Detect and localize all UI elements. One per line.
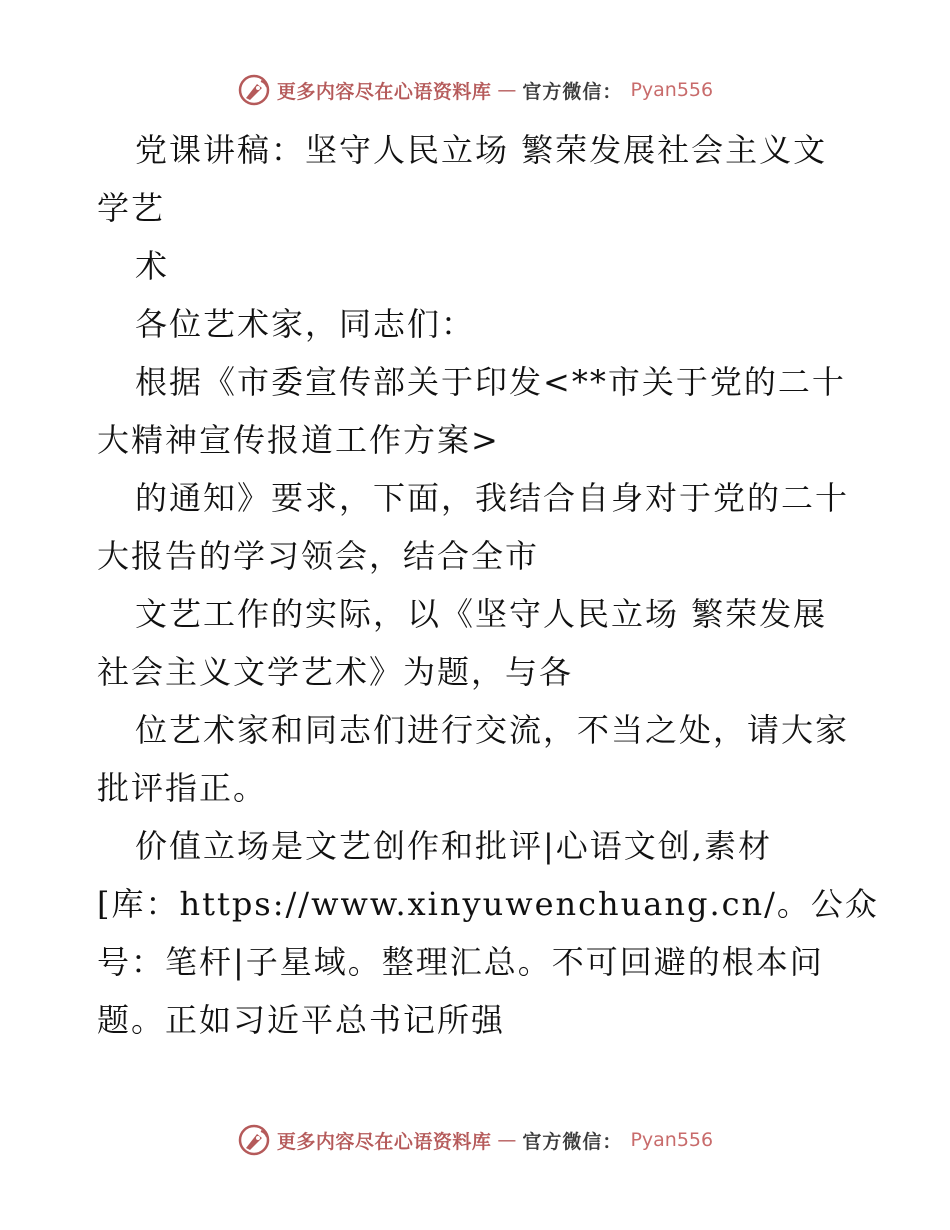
pen-nib-logo-icon: [237, 1123, 271, 1157]
text-line: 文艺工作的实际，以《坚守人民立场 繁荣发展: [135, 595, 828, 633]
banner-main-text: 更多内容尽在心语资料库: [276, 80, 492, 103]
banner-main-text: 更多内容尽在心语资料库: [276, 1130, 492, 1153]
footer-banner: [0, 1118, 950, 1162]
text-line: 题。正如习近平总书记所强: [97, 1001, 506, 1039]
banner-wechat-label: 官方微信：: [522, 1130, 623, 1153]
text-line: [库：https://www.xinyuwenchuang.cn/。公众: [97, 885, 879, 923]
banner-wechat-id: Pyan556: [630, 79, 714, 101]
greeting-line: 各位艺术家，同志们：: [135, 305, 476, 343]
document-body: [97, 121, 877, 1049]
banner-separator: —: [497, 1129, 517, 1151]
title-line: 党课讲稿：坚守人民立场 繁荣发展社会主义文: [135, 131, 828, 169]
text-line: 价值立场是文艺创作和批评|心语文创,素材: [135, 827, 772, 865]
text-line: 大精神宣传报道工作方案>: [97, 421, 500, 459]
text-line: 学艺: [97, 189, 166, 227]
text-line: 的通知》要求，下面，我结合自身对于党的二十: [135, 479, 850, 517]
header-banner: [0, 68, 950, 112]
banner-wechat-id: Pyan556: [630, 1129, 714, 1151]
text-line: 社会主义文学艺术》为题，与各: [97, 653, 574, 691]
banner-wechat-label: 官方微信：: [522, 80, 623, 103]
text-line: 根据《市委宣传部关于印发<**市关于党的二十: [135, 363, 846, 401]
text-line: 术: [135, 247, 170, 285]
text-line: 大报告的学习领会，结合全市: [97, 537, 540, 575]
text-line: 批评指正。: [97, 769, 268, 807]
text-line: 号：笔杆|子星域。整理汇总。不可回避的根本问: [97, 943, 824, 981]
pen-nib-logo-icon: [237, 73, 271, 107]
banner-separator: —: [497, 79, 517, 101]
text-line: 位艺术家和同志们进行交流，不当之处，请大家: [135, 711, 850, 749]
